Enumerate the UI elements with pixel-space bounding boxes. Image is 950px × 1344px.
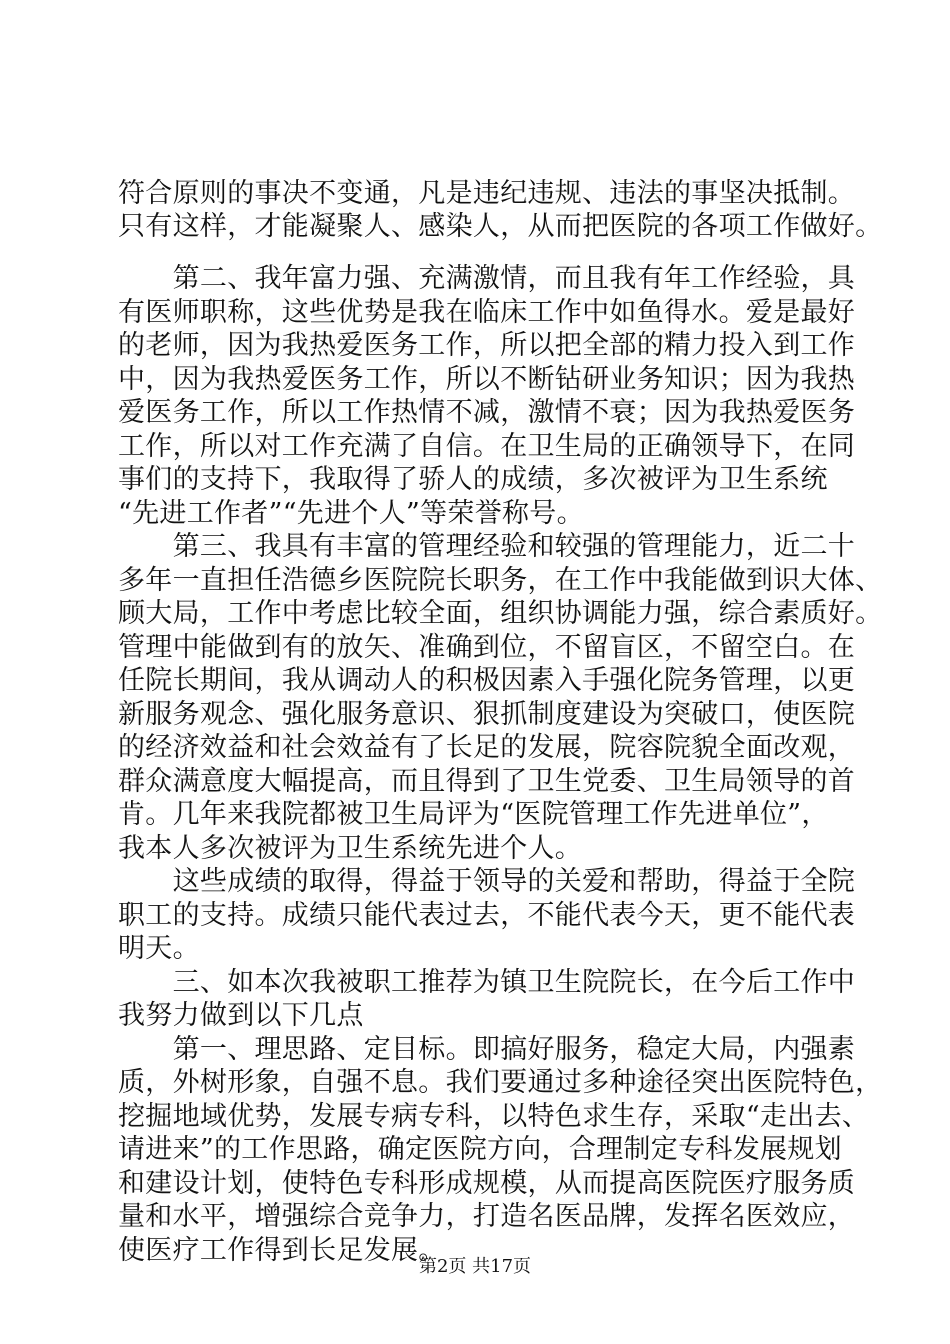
text-line: 质，外树形象，自强不息。我们要通过多种途径突出医院特色， — [118, 1067, 883, 1098]
text-line: 爱医务工作，所以工作热情不减，激情不衰；因为我热爱医务 — [118, 397, 856, 428]
text-line: 量和水平，增强综合竞争力，打造名医品牌，发挥名医效应， — [118, 1201, 856, 1232]
text-line: 事们的支持下，我取得了骄人的成绩，多次被评为卫生系统 — [118, 464, 828, 495]
text-line: 多年一直担任浩德乡医院院长职务，在工作中我能做到识大体、 — [118, 565, 883, 596]
text-line: 群众满意度大幅提高，而且得到了卫生党委、卫生局领导的首 — [118, 766, 856, 797]
text-line: 挖掘地域优势，发展专病专科，以特色求生存，采取“走出去、 — [118, 1101, 870, 1132]
text-line: 只有这样，才能凝聚人、感染人，从而把医院的各项工作做好。 — [118, 211, 883, 242]
text-line: 顾大局，工作中考虑比较全面，组织协调能力强，综合素质好。 — [118, 598, 883, 629]
text-line: 使医疗工作得到长足发展。 — [118, 1235, 446, 1266]
text-line: 的经济效益和社会效益有了长足的发展，院容院貌全面改观， — [118, 732, 856, 763]
text-line: 第三、我具有丰富的管理经验和较强的管理能力，近二十 — [118, 531, 856, 562]
text-line: 的老师，因为我热爱医务工作，所以把全部的精力投入到工作 — [118, 330, 856, 361]
text-line: 有医师职称，这些优势是我在临床工作中如鱼得水。爱是最好 — [118, 297, 856, 328]
text-line: 第一、理思路、定目标。即搞好服务，稳定大局，内强素 — [118, 1034, 856, 1065]
text-line: 符合原则的事决不变通，凡是违纪违规、违法的事坚决抵制。 — [118, 178, 856, 209]
text-line: 肯。几年来我院都被卫生局评为“医院管理工作先进单位”， — [118, 799, 829, 830]
text-line: 工作，所以对工作充满了自信。在卫生局的正确领导下，在同 — [118, 431, 856, 462]
text-line: 任院长期间，我从调动人的积极因素入手强化院务管理，以更 — [118, 665, 856, 696]
text-line: “先进工作者”“先进个人”等荣誉称号。 — [118, 498, 584, 529]
text-line: 第二、我年富力强、充满激情，而且我有年工作经验，具 — [118, 263, 856, 294]
text-line: 职工的支持。成绩只能代表过去，不能代表今天，更不能代表 — [118, 900, 856, 931]
text-line: 这些成绩的取得，得益于领导的关爱和帮助，得益于全院 — [118, 866, 856, 897]
text-line: 请进来”的工作思路，确定医院方向，合理制定专科发展规划 — [118, 1134, 842, 1165]
text-line: 新服务观念、强化服务意识、狠抓制度建设为突破口，使医院 — [118, 699, 856, 730]
text-line: 我本人多次被评为卫生系统先进个人。 — [118, 833, 583, 864]
text-line: 中，因为我热爱医务工作，所以不断钻研业务知识；因为我热 — [118, 364, 856, 395]
text-line: 管理中能做到有的放矢、准确到位，不留盲区，不留空白。在 — [118, 632, 856, 663]
text-line: 明天。 — [118, 933, 200, 964]
text-line: 三、如本次我被职工推荐为镇卫生院院长，在今后工作中 — [118, 967, 856, 998]
page-number-footer: 第2页 共17页 — [418, 1256, 532, 1277]
text-line: 和建设计划，使特色专科形成规模，从而提高医院医疗服务质 — [118, 1168, 856, 1199]
text-line: 我努力做到以下几点 — [118, 1000, 364, 1031]
